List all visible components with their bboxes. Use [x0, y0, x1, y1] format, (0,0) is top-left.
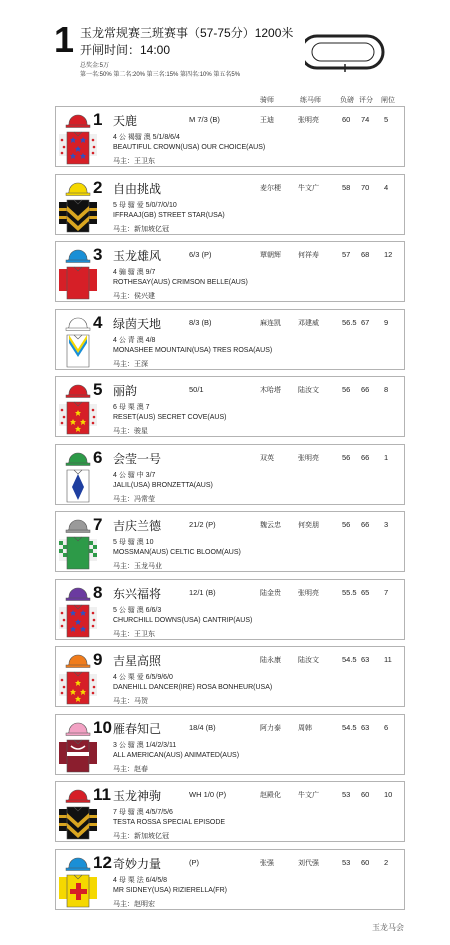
jockey-name: 双英: [260, 454, 274, 462]
horse-rating: 70: [361, 182, 370, 192]
jockey-name: 阿力泰: [260, 724, 281, 732]
horse-name: 奇妙力量: [113, 856, 162, 871]
horse-pedigree: MONASHEE MOUNTAIN(USA) TRES ROSA(AUS): [113, 346, 273, 354]
horse-number: 11: [93, 785, 111, 804]
trainer-name: 周韩: [298, 724, 312, 732]
horse-form-rating: M 7/3 (B): [189, 115, 220, 124]
jockey-name: 赵殿化: [260, 792, 281, 799]
horse-name: 玉龙雄风: [113, 249, 162, 263]
horse-details: 4 公 青 澳 4/8: [113, 336, 156, 344]
horse-rating: 68: [361, 250, 370, 259]
horse-owner: 马主：王卫东: [113, 630, 155, 638]
jockey-name: 张强: [260, 859, 274, 867]
barrier-draw: 3: [384, 520, 389, 529]
horse-pedigree: MR SIDNEY(USA) RIZIERELLA(FR): [113, 886, 227, 894]
horse-owner: 马主：王深: [113, 360, 148, 368]
horse-details: 7 母 骝 澳 4/5/7/5/6: [113, 809, 173, 816]
horse-details: 5 母 骝 爱 5/0/7/0/10: [113, 201, 177, 209]
horse-details: 4 公 骝 中 3/7: [113, 471, 156, 479]
horse-number: 9: [93, 650, 103, 669]
col-trainer: 练马师: [300, 97, 321, 104]
barrier-draw: 5: [384, 115, 389, 124]
barrier-draw: 8: [384, 385, 389, 394]
horse-name: 自由挑战: [113, 181, 162, 196]
trainer-name: 牛文广: [298, 792, 319, 799]
race-number: 1: [54, 19, 75, 60]
horse-details: 4 骟 骝 澳 9/7: [113, 269, 156, 276]
horse-form-rating: 18/4 (B): [189, 722, 216, 732]
trainer-name: 何祥寿: [298, 252, 319, 259]
horse-rating: 63: [361, 722, 370, 732]
runner-row: [55, 511, 405, 572]
carried-weight: 53: [342, 857, 351, 867]
trainer-name: 刘代强: [298, 859, 319, 867]
jockey-name: 麻连凯: [260, 319, 281, 327]
barrier-draw: 6: [384, 722, 389, 732]
runner-row: [55, 781, 405, 842]
horse-name: 东兴福将: [113, 586, 162, 601]
horse-form-rating: 50/1: [189, 385, 204, 394]
carried-weight: 56: [342, 520, 351, 529]
horse-pedigree: IFFRAAJ(GB) STREET STAR(USA): [113, 211, 225, 219]
horse-number: 12: [93, 852, 112, 872]
horse-details: 4 母 栗 法 6/4/5/8: [113, 876, 168, 884]
barrier-draw: 10: [384, 790, 393, 799]
horse-pedigree: ALL AMERICAN(AUS) ANIMATED(AUS): [113, 751, 240, 759]
horse-number: 2: [93, 177, 103, 197]
runner-row: [55, 646, 405, 707]
horse-owner: 马主：新加坡亿冠: [113, 833, 169, 840]
horse-owner: 马主：冯常莹: [113, 495, 155, 503]
carried-weight: 55.5: [342, 587, 357, 597]
horse-owner: 马主：侯兴建: [113, 293, 155, 300]
horse-owner: 马主：新加坡亿冠: [113, 225, 169, 233]
trainer-name: 邓建威: [298, 319, 319, 327]
horse-details: 4 公 褐骝 澳 5/1/8/6/4: [113, 134, 180, 141]
horse-form-rating: 12/1 (B): [189, 587, 216, 597]
jockey-name: 陆永康: [260, 657, 281, 664]
carried-weight: 54.5: [342, 655, 357, 664]
col-draw: 闸位: [381, 97, 395, 104]
trainer-name: 张明亮: [298, 117, 319, 124]
horse-pedigree: DANEHILL DANCER(IRE) ROSA BONHEUR(USA): [113, 684, 273, 691]
horse-form-rating: 8/3 (B): [189, 317, 212, 327]
race-header: [0, 0, 450, 86]
trainer-name: 牛文广: [298, 184, 319, 192]
horse-number: 7: [93, 515, 103, 534]
horse-number: 4: [93, 312, 103, 332]
horse-rating: 60: [361, 857, 370, 867]
runner-row: [55, 241, 405, 302]
race-prize-split: 第一名:50% 第二名:20% 第三名:15% 第四名:10% 第五名5%: [80, 72, 241, 78]
horse-pedigree: RESET(AUS) SECRET COVE(AUS): [113, 414, 227, 421]
race-start-time: 开闸时间：14:00: [80, 43, 171, 57]
jockey-name: 麦尔梗: [260, 184, 281, 192]
horse-rating: 66: [361, 520, 370, 529]
carried-weight: 58: [342, 182, 351, 192]
carried-weight: 57: [342, 250, 351, 259]
horse-number: 8: [93, 582, 103, 602]
horse-pedigree: ROTHESAY(AUS) CRIMSON BELLE(AUS): [113, 279, 248, 286]
jockey-name: 陆金贵: [260, 589, 281, 597]
trainer-name: 何奕朋: [298, 522, 319, 529]
horse-name: 天鹿: [113, 114, 138, 128]
runner-row: [55, 106, 405, 167]
horse-rating: 66: [361, 385, 370, 394]
runner-row: [55, 174, 405, 235]
horse-name: 玉龙神驹: [113, 789, 162, 803]
horse-number: 10: [93, 717, 112, 737]
jockey-name: 王迪: [260, 117, 274, 124]
horse-details: 5 公 骝 澳 6/6/3: [113, 606, 162, 614]
horse-number: 5: [93, 380, 103, 399]
column-headers: [0, 93, 450, 107]
horse-number: 6: [93, 447, 103, 467]
horse-owner: 马主：玉龙马业: [113, 563, 162, 570]
horse-pedigree: JALIL(USA) BRONZETTA(AUS): [113, 481, 213, 489]
horse-pedigree: CHURCHILL DOWNS(USA) CANTRIP(AUS): [113, 616, 253, 624]
trainer-name: 张明亮: [298, 589, 319, 597]
horse-details: 5 母 骝 澳 10: [113, 539, 154, 546]
trainer-name: 张明亮: [298, 454, 319, 462]
horse-name: 吉星高照: [113, 654, 162, 668]
horse-form-rating: 6/3 (P): [189, 250, 212, 259]
footer-logo: 玉龙马会: [372, 923, 404, 932]
barrier-draw: 1: [384, 452, 389, 462]
carried-weight: 54.5: [342, 722, 357, 732]
horse-details: 6 母 栗 澳 7: [113, 404, 150, 411]
horse-name: 吉庆兰德: [113, 519, 162, 533]
horse-name: 会莹一号: [113, 451, 162, 466]
horse-rating: 60: [361, 790, 370, 799]
runner-row: [55, 714, 405, 775]
carried-weight: 56: [342, 452, 351, 462]
runner-row: [55, 309, 405, 370]
col-rating: 评分: [359, 97, 373, 104]
horse-form-rating: 21/2 (P): [189, 520, 216, 529]
horse-rating: 63: [361, 655, 370, 664]
horse-form-rating: (P): [189, 857, 199, 867]
jockey-name: 魏云忠: [260, 522, 281, 529]
carried-weight: 53: [342, 790, 351, 799]
race-prize: 总奖金:5万: [80, 63, 110, 69]
runner-row: [55, 376, 405, 437]
horse-rating: 74: [361, 115, 370, 124]
runner-row: [55, 849, 405, 910]
horse-owner: 马主：骏星: [113, 428, 148, 435]
horse-owner: 马主：马贺: [113, 698, 148, 705]
horse-details: 4 公 栗 爱 6/5/9/6/0: [113, 674, 173, 681]
horse-form-rating: WH 1/0 (P): [189, 790, 227, 799]
col-weight: 负磅: [340, 97, 354, 104]
trainer-name: 陆汝文: [298, 387, 319, 394]
horse-pedigree: TESTA ROSSA SPECIAL EPISODE: [113, 819, 226, 826]
horse-details: 3 公 骝 澳 1/4/2/3/11: [113, 741, 177, 749]
barrier-draw: 4: [384, 182, 389, 192]
barrier-draw: 12: [384, 250, 393, 259]
horse-name: 绿茵天地: [113, 316, 162, 331]
jockey-name: 木哈塔: [260, 387, 281, 394]
carried-weight: 60: [342, 115, 351, 124]
horse-number: 1: [93, 110, 103, 129]
horse-owner: 马主：赵明宏: [113, 900, 155, 908]
runner-row: [55, 579, 405, 640]
horse-owner: 马主：王卫东: [113, 158, 155, 165]
horse-owner: 马主：赵春: [113, 765, 148, 773]
race-title: 玉龙常规赛三班赛事（57-75分）1200米: [80, 26, 294, 40]
track-map-icon: [305, 30, 385, 72]
horse-rating: 65: [361, 587, 370, 597]
jockey-name: 覃朝辉: [260, 252, 281, 259]
horse-number: 3: [93, 245, 103, 264]
horse-rating: 66: [361, 452, 370, 462]
carried-weight: 56.5: [342, 317, 357, 327]
barrier-draw: 2: [384, 857, 389, 867]
horse-name: 丽韵: [113, 384, 138, 398]
carried-weight: 56: [342, 385, 351, 394]
barrier-draw: 11: [384, 655, 392, 664]
horse-rating: 67: [361, 317, 370, 327]
col-jockey: 骑师: [260, 97, 274, 104]
horse-name: 雁春知己: [113, 721, 162, 736]
runner-row: [55, 444, 405, 505]
trainer-name: 陆汝文: [298, 657, 319, 664]
horse-pedigree: MOSSMAN(AUS) CELTIC BLOOM(AUS): [113, 549, 241, 556]
barrier-draw: 9: [384, 317, 389, 327]
horse-pedigree: BEAUTIFUL CROWN(USA) OUR CHOICE(AUS): [113, 144, 266, 151]
barrier-draw: 7: [384, 587, 389, 597]
